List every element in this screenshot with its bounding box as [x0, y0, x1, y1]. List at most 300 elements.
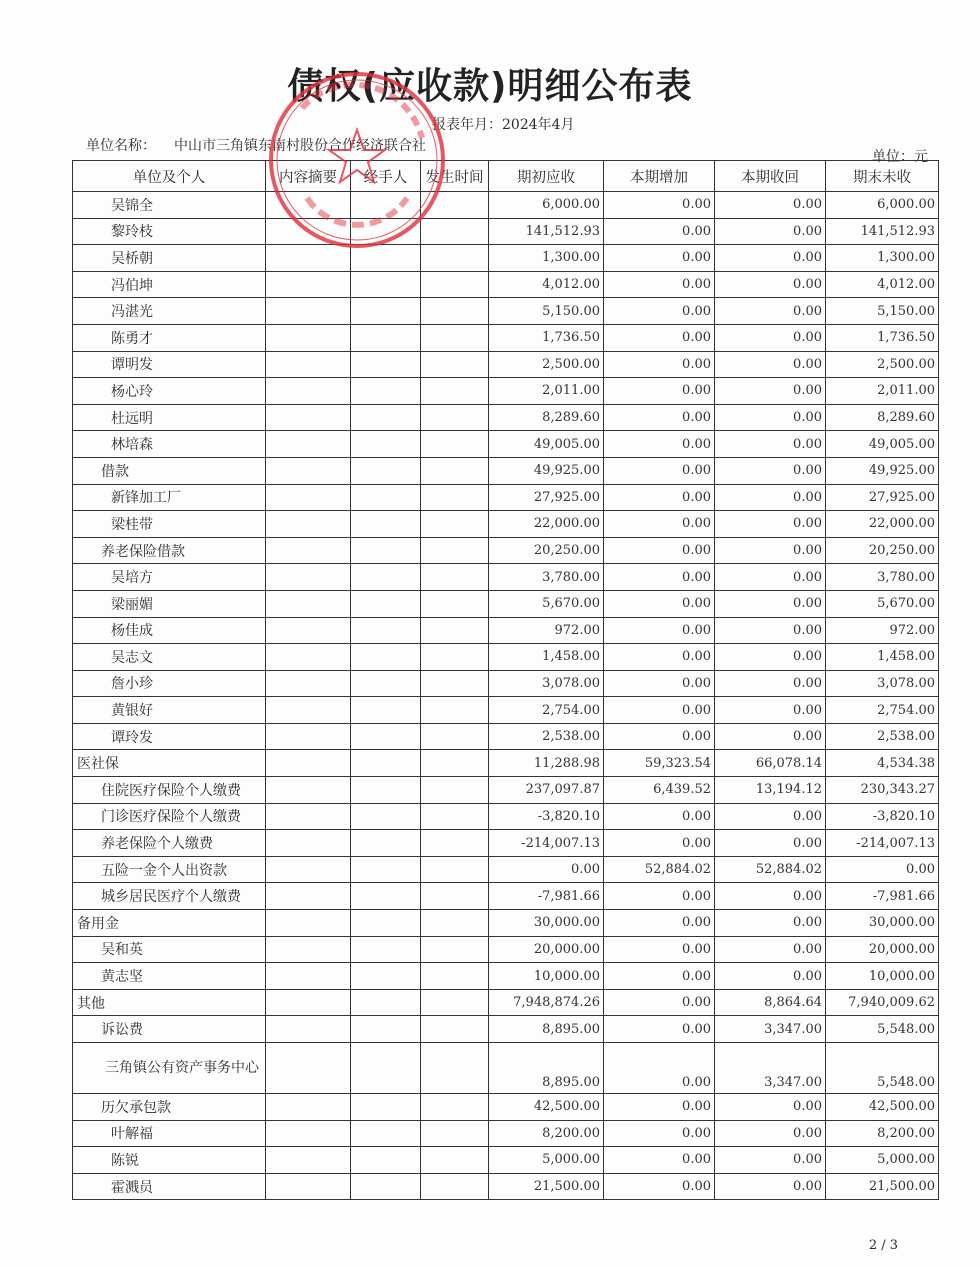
closing-balance: 972.00 — [826, 617, 939, 644]
period-increase: 0.00 — [604, 1016, 715, 1043]
handler-cell — [351, 431, 421, 458]
entity-name: 陈锐 — [73, 1147, 266, 1174]
period-increase: 0.00 — [604, 378, 715, 405]
closing-balance: 0.00 — [826, 856, 939, 883]
summary-cell — [266, 218, 351, 245]
handler-cell — [351, 1094, 421, 1121]
table-row — [73, 910, 939, 937]
header-date: 发生时间 — [421, 161, 489, 192]
opening-balance: 1,736.50 — [489, 324, 604, 351]
currency-unit: 单位：元 — [872, 149, 928, 165]
closing-balance: 2,500.00 — [826, 351, 939, 378]
opening-balance: 11,288.98 — [489, 750, 604, 777]
date-cell — [421, 1120, 489, 1147]
closing-balance: 4,534.38 — [826, 750, 939, 777]
handler-cell — [351, 537, 421, 564]
period-increase: 0.00 — [604, 644, 715, 671]
table-row — [73, 644, 939, 671]
closing-balance: 20,250.00 — [826, 537, 939, 564]
handler-cell — [351, 298, 421, 325]
period-increase: 0.00 — [604, 803, 715, 830]
closing-balance: 1,458.00 — [826, 644, 939, 671]
page-number: 2 / 3 — [868, 1238, 898, 1253]
handler-cell — [351, 830, 421, 857]
table-row — [73, 271, 939, 298]
entity-name: 吴培方 — [73, 564, 266, 591]
period-increase: 0.00 — [604, 484, 715, 511]
entity-name: 门诊医疗保险个人缴费 — [73, 803, 266, 830]
table-row — [73, 670, 939, 697]
closing-balance: 8,289.60 — [826, 404, 939, 431]
period-increase: 59,323.54 — [604, 750, 715, 777]
date-cell — [421, 564, 489, 591]
entity-name: 三角镇公有资产事务中心 — [73, 1043, 266, 1094]
handler-cell — [351, 1016, 421, 1043]
period-recovered: 0.00 — [715, 245, 826, 272]
summary-cell — [266, 910, 351, 937]
entity-name: 冯湛光 — [73, 298, 266, 325]
closing-balance: 21,500.00 — [826, 1173, 939, 1200]
period-recovered: 0.00 — [715, 644, 826, 671]
opening-balance: 972.00 — [489, 617, 604, 644]
entity-name: 冯伯坤 — [73, 271, 266, 298]
period-increase: 0.00 — [604, 431, 715, 458]
opening-balance: 21,500.00 — [489, 1173, 604, 1200]
date-cell — [421, 1147, 489, 1174]
opening-balance: 0.00 — [489, 856, 604, 883]
handler-cell — [351, 723, 421, 750]
summary-cell — [266, 1016, 351, 1043]
period-increase: 0.00 — [604, 617, 715, 644]
entity-name: 陈勇才 — [73, 324, 266, 351]
closing-balance: 6,000.00 — [826, 192, 939, 219]
summary-cell — [266, 617, 351, 644]
closing-balance: -214,007.13 — [826, 830, 939, 857]
period-increase: 0.00 — [604, 218, 715, 245]
date-cell — [421, 644, 489, 671]
handler-cell — [351, 245, 421, 272]
table-row — [73, 1094, 939, 1121]
date-cell — [421, 1094, 489, 1121]
handler-cell — [351, 1120, 421, 1147]
table-row — [73, 989, 939, 1016]
period-recovered: 0.00 — [715, 697, 826, 724]
date-cell — [421, 936, 489, 963]
handler-cell — [351, 1147, 421, 1174]
period-increase: 0.00 — [604, 511, 715, 538]
closing-balance: 230,343.27 — [826, 777, 939, 804]
summary-cell — [266, 271, 351, 298]
closing-balance: 30,000.00 — [826, 910, 939, 937]
opening-balance: 20,000.00 — [489, 936, 604, 963]
period-recovered: 0.00 — [715, 1173, 826, 1200]
table-row — [73, 218, 939, 245]
summary-cell — [266, 989, 351, 1016]
entity-name: 黄银好 — [73, 697, 266, 724]
entity-name: 新锋加工厂 — [73, 484, 266, 511]
date-cell — [421, 697, 489, 724]
opening-balance: 8,895.00 — [489, 1043, 604, 1094]
entity-name: 历欠承包款 — [73, 1094, 266, 1121]
summary-cell — [266, 431, 351, 458]
entity-name: 吴桥朝 — [73, 245, 266, 272]
table-row — [73, 1173, 939, 1200]
summary-cell — [266, 1043, 351, 1094]
date-cell — [421, 777, 489, 804]
period-increase: 0.00 — [604, 245, 715, 272]
table-row — [73, 1147, 939, 1174]
entity-name: 诉讼费 — [73, 1016, 266, 1043]
entity-name: 叶解福 — [73, 1120, 266, 1147]
handler-cell — [351, 617, 421, 644]
opening-balance: 5,670.00 — [489, 590, 604, 617]
period-recovered: 0.00 — [715, 617, 826, 644]
date-cell — [421, 298, 489, 325]
table-row — [73, 723, 939, 750]
table-row — [73, 378, 939, 405]
period-increase: 0.00 — [604, 1043, 715, 1094]
table-row — [73, 777, 939, 804]
date-cell — [421, 989, 489, 1016]
closing-balance: 1,736.50 — [826, 324, 939, 351]
period-increase: 0.00 — [604, 910, 715, 937]
closing-balance: 10,000.00 — [826, 963, 939, 990]
table-row — [73, 830, 939, 857]
opening-balance: 8,200.00 — [489, 1120, 604, 1147]
table-row — [73, 404, 939, 431]
summary-cell — [266, 245, 351, 272]
handler-cell — [351, 457, 421, 484]
table-row — [73, 1120, 939, 1147]
handler-cell — [351, 936, 421, 963]
handler-cell — [351, 644, 421, 671]
entity-name: 林培森 — [73, 431, 266, 458]
period-increase: 0.00 — [604, 697, 715, 724]
date-cell — [421, 537, 489, 564]
opening-balance: 8,289.60 — [489, 404, 604, 431]
closing-balance: 8,200.00 — [826, 1120, 939, 1147]
entity-name: 吴和英 — [73, 936, 266, 963]
table-row — [73, 564, 939, 591]
summary-cell — [266, 883, 351, 910]
date-cell — [421, 590, 489, 617]
period-recovered: 0.00 — [715, 378, 826, 405]
table-row — [73, 1016, 939, 1043]
period-increase: 0.00 — [604, 1173, 715, 1200]
closing-balance: 1,300.00 — [826, 245, 939, 272]
closing-balance: 2,754.00 — [826, 697, 939, 724]
table-row — [73, 883, 939, 910]
handler-cell — [351, 989, 421, 1016]
handler-cell — [351, 564, 421, 591]
summary-cell — [266, 697, 351, 724]
entity-name: 住院医疗保险个人缴费 — [73, 777, 266, 804]
summary-cell — [266, 644, 351, 671]
period-increase: 0.00 — [604, 192, 715, 219]
header-entity: 单位及个人 — [73, 161, 266, 192]
period-recovered: 66,078.14 — [715, 750, 826, 777]
period-increase: 0.00 — [604, 830, 715, 857]
summary-cell — [266, 1147, 351, 1174]
summary-cell — [266, 963, 351, 990]
period-recovered: 0.00 — [715, 910, 826, 937]
handler-cell — [351, 590, 421, 617]
receivables-table — [72, 160, 939, 1200]
period-recovered: 0.00 — [715, 457, 826, 484]
closing-balance: 49,925.00 — [826, 457, 939, 484]
opening-balance: 237,097.87 — [489, 777, 604, 804]
period-recovered: 0.00 — [715, 723, 826, 750]
opening-balance: 1,458.00 — [489, 644, 604, 671]
summary-cell — [266, 830, 351, 857]
table-row — [73, 537, 939, 564]
period-increase: 0.00 — [604, 1094, 715, 1121]
period-recovered: 0.00 — [715, 1147, 826, 1174]
summary-cell — [266, 1173, 351, 1200]
opening-balance: 2,500.00 — [489, 351, 604, 378]
period-increase: 0.00 — [604, 723, 715, 750]
period-recovered: 0.00 — [715, 670, 826, 697]
handler-cell — [351, 803, 421, 830]
period-recovered: 0.00 — [715, 963, 826, 990]
opening-balance: 4,012.00 — [489, 271, 604, 298]
date-cell — [421, 324, 489, 351]
period-recovered: 0.00 — [715, 298, 826, 325]
opening-balance: 3,078.00 — [489, 670, 604, 697]
table-body — [73, 192, 939, 1200]
date-cell — [421, 245, 489, 272]
period-increase: 0.00 — [604, 590, 715, 617]
handler-cell — [351, 378, 421, 405]
opening-balance: 8,895.00 — [489, 1016, 604, 1043]
period-recovered: 0.00 — [715, 1120, 826, 1147]
table-row — [73, 351, 939, 378]
closing-balance: 5,548.00 — [826, 1043, 939, 1094]
summary-cell — [266, 298, 351, 325]
date-cell — [421, 457, 489, 484]
period-recovered: 0.00 — [715, 803, 826, 830]
period-recovered: 0.00 — [715, 218, 826, 245]
period-recovered: 0.00 — [715, 484, 826, 511]
table-header-row — [73, 161, 939, 192]
summary-cell — [266, 378, 351, 405]
period-increase: 0.00 — [604, 324, 715, 351]
period-recovered: 0.00 — [715, 271, 826, 298]
date-cell — [421, 723, 489, 750]
table-row — [73, 1043, 939, 1094]
entity-name: 谭明发 — [73, 351, 266, 378]
closing-balance: 27,925.00 — [826, 484, 939, 511]
handler-cell — [351, 351, 421, 378]
entity-name: 詹小珍 — [73, 670, 266, 697]
period-increase: 6,439.52 — [604, 777, 715, 804]
header-closing: 期末未收 — [826, 161, 939, 192]
entity-name: 备用金 — [73, 910, 266, 937]
period-increase: 0.00 — [604, 271, 715, 298]
unit-name-label: 单位名称： — [86, 138, 156, 154]
summary-cell — [266, 750, 351, 777]
table-row — [73, 511, 939, 538]
closing-balance: 5,670.00 — [826, 590, 939, 617]
entity-name: 黄志坚 — [73, 963, 266, 990]
period-increase: 52,884.02 — [604, 856, 715, 883]
table-row — [73, 324, 939, 351]
entity-name: 霍溅员 — [73, 1173, 266, 1200]
date-cell — [421, 404, 489, 431]
summary-cell — [266, 936, 351, 963]
opening-balance: 42,500.00 — [489, 1094, 604, 1121]
period-increase: 0.00 — [604, 936, 715, 963]
entity-name: 梁桂带 — [73, 511, 266, 538]
summary-cell — [266, 404, 351, 431]
handler-cell — [351, 777, 421, 804]
handler-cell — [351, 1173, 421, 1200]
summary-cell — [266, 590, 351, 617]
period-recovered: 0.00 — [715, 324, 826, 351]
header-summary: 内容摘要 — [266, 161, 351, 192]
table-row — [73, 590, 939, 617]
table-row — [73, 856, 939, 883]
entity-name: 吴锦全 — [73, 192, 266, 219]
entity-name: 杜远明 — [73, 404, 266, 431]
summary-cell — [266, 564, 351, 591]
opening-balance: 22,000.00 — [489, 511, 604, 538]
period-increase: 0.00 — [604, 351, 715, 378]
period-recovered: 0.00 — [715, 511, 826, 538]
date-cell — [421, 910, 489, 937]
handler-cell — [351, 963, 421, 990]
summary-cell — [266, 484, 351, 511]
table-row — [73, 245, 939, 272]
closing-balance: 42,500.00 — [826, 1094, 939, 1121]
period-recovered: 0.00 — [715, 1094, 826, 1121]
date-cell — [421, 803, 489, 830]
opening-balance: 141,512.93 — [489, 218, 604, 245]
opening-balance: 49,925.00 — [489, 457, 604, 484]
opening-balance: 49,005.00 — [489, 431, 604, 458]
period-recovered: 0.00 — [715, 830, 826, 857]
handler-cell — [351, 484, 421, 511]
period-increase: 0.00 — [604, 457, 715, 484]
table-row — [73, 484, 939, 511]
opening-balance: 2,011.00 — [489, 378, 604, 405]
period-recovered: 0.00 — [715, 431, 826, 458]
entity-name: 五险一金个人出资款 — [73, 856, 266, 883]
entity-name: 养老保险借款 — [73, 537, 266, 564]
handler-cell — [351, 192, 421, 219]
opening-balance: -7,981.66 — [489, 883, 604, 910]
period-increase: 0.00 — [604, 537, 715, 564]
opening-balance: 27,925.00 — [489, 484, 604, 511]
period-increase: 0.00 — [604, 989, 715, 1016]
period-recovered: 0.00 — [715, 351, 826, 378]
period-increase: 0.00 — [604, 1120, 715, 1147]
entity-name: 杨佳成 — [73, 617, 266, 644]
period-recovered: 0.00 — [715, 564, 826, 591]
date-cell — [421, 431, 489, 458]
period-recovered: 0.00 — [715, 936, 826, 963]
summary-cell — [266, 324, 351, 351]
entity-name: 梁丽媚 — [73, 590, 266, 617]
table-row — [73, 192, 939, 219]
table-row — [73, 298, 939, 325]
closing-balance: -7,981.66 — [826, 883, 939, 910]
closing-balance: 5,150.00 — [826, 298, 939, 325]
period-recovered: 0.00 — [715, 883, 826, 910]
handler-cell — [351, 910, 421, 937]
handler-cell — [351, 218, 421, 245]
summary-cell — [266, 856, 351, 883]
closing-balance: 22,000.00 — [826, 511, 939, 538]
closing-balance: 20,000.00 — [826, 936, 939, 963]
table-row — [73, 431, 939, 458]
closing-balance: 2,011.00 — [826, 378, 939, 405]
period-recovered: 3,347.00 — [715, 1043, 826, 1094]
date-cell — [421, 883, 489, 910]
period-recovered: 52,884.02 — [715, 856, 826, 883]
entity-name: 养老保险个人缴费 — [73, 830, 266, 857]
date-cell — [421, 192, 489, 219]
summary-cell — [266, 1094, 351, 1121]
period-increase: 0.00 — [604, 963, 715, 990]
date-cell — [421, 617, 489, 644]
date-cell — [421, 963, 489, 990]
handler-cell — [351, 271, 421, 298]
period-recovered: 8,864.64 — [715, 989, 826, 1016]
handler-cell — [351, 324, 421, 351]
period-recovered: 0.00 — [715, 590, 826, 617]
table-row — [73, 750, 939, 777]
date-cell — [421, 484, 489, 511]
opening-balance: 10,000.00 — [489, 963, 604, 990]
table-row — [73, 697, 939, 724]
handler-cell — [351, 856, 421, 883]
date-cell — [421, 378, 489, 405]
report-period: 报表年月：2024年4月 — [432, 117, 575, 133]
date-cell — [421, 511, 489, 538]
entity-name: 医社保 — [73, 750, 266, 777]
date-cell — [421, 271, 489, 298]
handler-cell — [351, 670, 421, 697]
closing-balance: 4,012.00 — [826, 271, 939, 298]
header-recovered: 本期收回 — [715, 161, 826, 192]
handler-cell — [351, 883, 421, 910]
date-cell — [421, 1043, 489, 1094]
table-row — [73, 457, 939, 484]
unit-name: 中山市三角镇东南村股份合作经济联合社 — [174, 138, 426, 154]
entity-name: 借款 — [73, 457, 266, 484]
opening-balance: 30,000.00 — [489, 910, 604, 937]
handler-cell — [351, 750, 421, 777]
unit-name-line — [86, 135, 444, 155]
summary-cell — [266, 537, 351, 564]
summary-cell — [266, 1120, 351, 1147]
handler-cell — [351, 404, 421, 431]
opening-balance: 20,250.00 — [489, 537, 604, 564]
header-handler: 经手人 — [351, 161, 421, 192]
date-cell — [421, 218, 489, 245]
closing-balance: 3,780.00 — [826, 564, 939, 591]
handler-cell — [351, 511, 421, 538]
opening-balance: 2,754.00 — [489, 697, 604, 724]
date-cell — [421, 1016, 489, 1043]
entity-name: 城乡居民医疗个人缴费 — [73, 883, 266, 910]
date-cell — [421, 856, 489, 883]
summary-cell — [266, 723, 351, 750]
period-increase: 0.00 — [604, 883, 715, 910]
closing-balance: 3,078.00 — [826, 670, 939, 697]
document-title: 债权(应收款)明细公布表 — [287, 66, 693, 107]
